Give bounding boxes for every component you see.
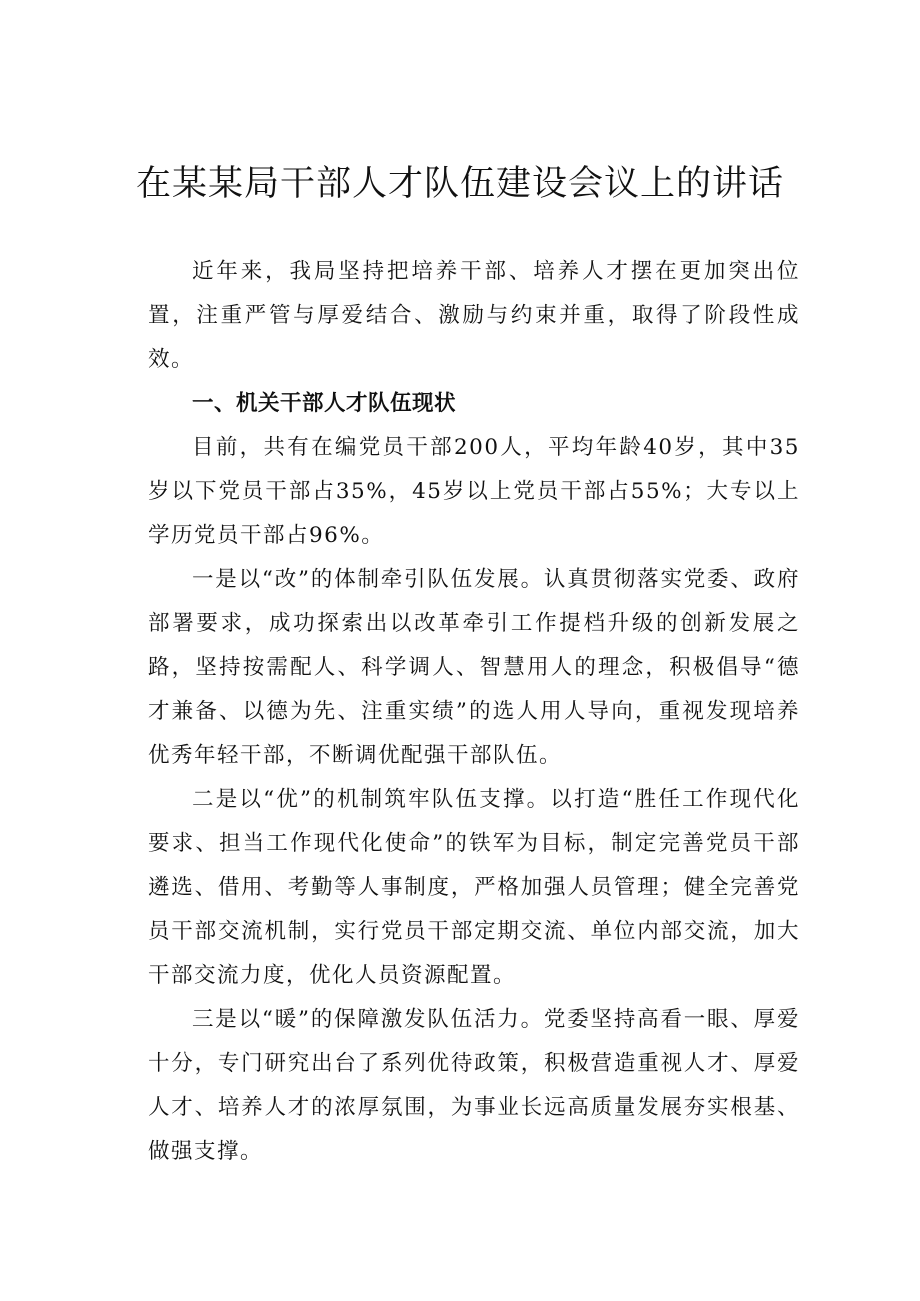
point-two-paragraph: 二是以“优”的机制筑牢队伍支撑。以打造“胜任工作现代化要求、担当工作现代化使命”的铁军为目标，制定完善党员干部遴选、借用、考勤等人事制度，严格加强人员管理；健全完善党员干部交流机制，实行党员干部定期交流、单位内部交流，加大干部交流力度，优化人员资源配置。 xyxy=(148,787,800,988)
section-heading: 一、机关干部人才队伍现状 xyxy=(192,391,457,416)
stats-paragraph: 目前，共有在编党员干部200人，平均年龄40岁，其中35岁以下党员干部占35%，45岁以上党员干部占55%；大专以上学历党员干部占96%。 xyxy=(148,435,800,548)
document-title: 在某某局干部人才队伍建设会议上的讲话 xyxy=(135,164,784,204)
document-body xyxy=(148,250,800,1174)
point-three-paragraph: 三是以“暖”的保障激发队伍活力。党委坚持高看一眼、厚爱十分，专门研究出台了系列优待政策，积极营造重视人才、厚爱人才、培养人才的浓厚氛围，为事业长远高质量发展夯实根基、做强支撑。 xyxy=(148,1007,800,1164)
point-one-paragraph: 一是以“改”的体制牵引队伍发展。认真贯彻落实党委、政府部署要求，成功探索出以改革牵引工作提档升级的创新发展之路，坚持按需配人、科学调人、智慧用人的理念，积极倡导“德才兼备、以德为先、注重实绩”的选人用人导向，重视发现培养优秀年轻干部，不断调优配强干部队伍。 xyxy=(148,567,800,768)
intro-paragraph: 近年来，我局坚持把培养干部、培养人才摆在更加突出位置，注重严管与厚爱结合、激励与约束并重，取得了阶段性成效。 xyxy=(148,259,800,372)
